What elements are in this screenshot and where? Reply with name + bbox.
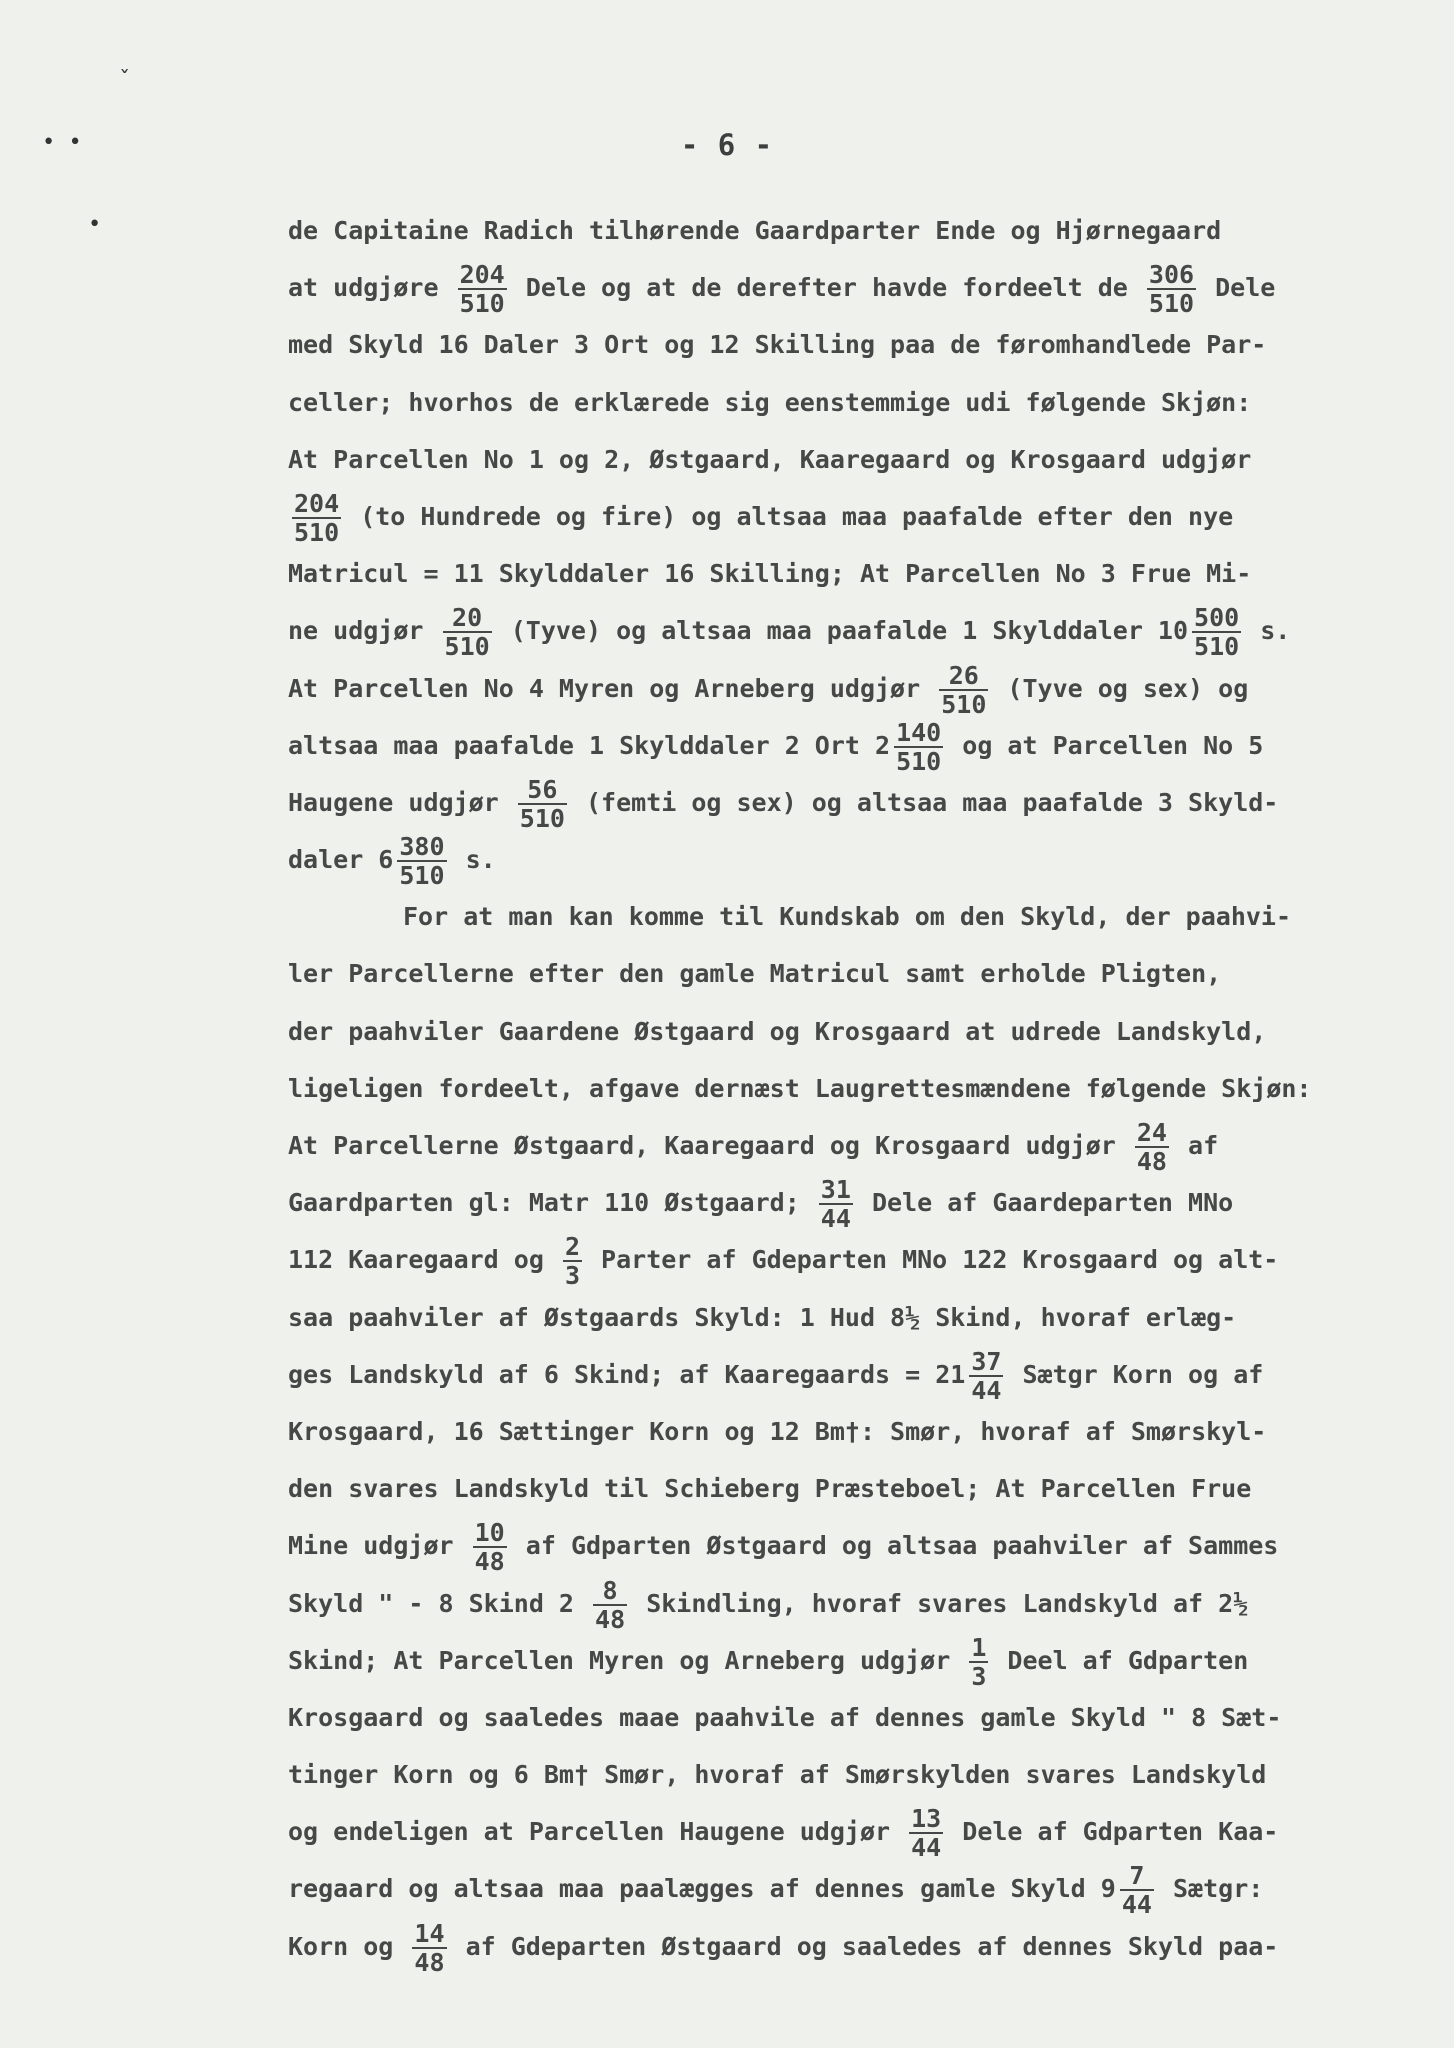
fraction-denominator: 48 bbox=[595, 1604, 626, 1634]
text-run: de Capitaine Radich tilhørende Gaardparter Ende og Hjørnegaard bbox=[288, 216, 1222, 245]
text-line bbox=[288, 1174, 1418, 1234]
fraction-numerator: 24 bbox=[1136, 1118, 1167, 1147]
fraction bbox=[458, 260, 507, 319]
text-run: (Tyve) og altsaa maa paafalde 1 Skylddaler 10 bbox=[495, 616, 1189, 646]
text-run: (femti og sex) og altsaa maa paafalde 3 Skyld- bbox=[570, 787, 1279, 817]
text-run: altsaa maa paafalde 1 Skylddaler 2 Ort 2 bbox=[288, 730, 891, 760]
fraction bbox=[939, 660, 988, 719]
fraction-numerator: 380 bbox=[399, 832, 445, 862]
text-run: Deel af Gdparten bbox=[992, 1645, 1249, 1675]
margin-dot: • bbox=[88, 212, 102, 237]
fraction bbox=[819, 1175, 853, 1234]
fraction bbox=[443, 603, 492, 662]
fraction-numerator: 26 bbox=[939, 663, 988, 691]
text-run: s. bbox=[450, 845, 496, 875]
fraction-numerator: 140 bbox=[896, 717, 942, 747]
text-run: Dele af Gaardeparten MNo bbox=[856, 1188, 1234, 1218]
fraction-numerator: 13 bbox=[911, 1804, 942, 1834]
text-run: ne udgjør bbox=[288, 616, 439, 646]
fraction-denominator: 510 bbox=[294, 517, 340, 547]
text-run: Sætgr Korn og af bbox=[1007, 1359, 1264, 1389]
fraction bbox=[518, 774, 567, 833]
fraction-denominator: 44 bbox=[820, 1204, 851, 1234]
text-line bbox=[288, 1003, 1418, 1060]
fraction-numerator: 14 bbox=[414, 1918, 445, 1948]
fraction-numerator: 31 bbox=[820, 1175, 851, 1205]
text-run: af bbox=[1172, 1131, 1219, 1160]
fraction-numerator: 37 bbox=[971, 1346, 1002, 1376]
text-line bbox=[288, 888, 1418, 945]
fraction bbox=[593, 1575, 627, 1634]
fraction bbox=[1135, 1120, 1169, 1174]
text-line bbox=[288, 1632, 1418, 1689]
document-body bbox=[288, 202, 1418, 1975]
text-run: For at man kan komme til Kundskab om den Skyld, der paahvi- bbox=[403, 902, 1292, 932]
fraction bbox=[969, 1346, 1003, 1405]
text-line bbox=[288, 1231, 1418, 1291]
text-line bbox=[288, 774, 1418, 831]
text-run: celler; hvorhos de erklærede sig eenstemmige udi følgende Skjøn: bbox=[288, 387, 1252, 417]
text-run: saa paahviler af Østgaards Skyld: 1 Hud 8½ Skind, hvoraf erlæg- bbox=[288, 1302, 1237, 1332]
text-run: Korn og bbox=[288, 1931, 409, 1961]
fraction bbox=[1147, 260, 1196, 319]
text-line bbox=[288, 717, 1418, 774]
fraction-numerator: 2 bbox=[564, 1232, 580, 1262]
text-line bbox=[288, 374, 1418, 431]
text-line bbox=[288, 1689, 1418, 1746]
fraction-denominator: 3 bbox=[564, 1261, 580, 1291]
text-run: Dele og at de derefter havde fordeelt de bbox=[510, 273, 1143, 303]
text-line bbox=[288, 545, 1418, 602]
fraction bbox=[1120, 1861, 1154, 1920]
text-line bbox=[288, 945, 1418, 1002]
text-run: Parter af Gdeparten MNo 122 Krosgaard og alt- bbox=[586, 1245, 1279, 1275]
text-run: At Parcellen No 4 Myren og Arneberg udgjør bbox=[288, 673, 936, 703]
fraction-denominator: 510 bbox=[519, 803, 565, 833]
text-run: ligeligen fordeelt, afgave dernæst Laugrettesmændene følgende Skjøn: bbox=[288, 1073, 1312, 1103]
fraction-denominator: 48 bbox=[414, 1947, 445, 1977]
fraction bbox=[563, 1232, 582, 1291]
fraction-numerator: 1 bbox=[971, 1632, 987, 1662]
text-run: regaard og altsaa maa paalægges af dennes gamle Skyld 9 bbox=[288, 1874, 1116, 1904]
fraction bbox=[1192, 603, 1241, 662]
fraction bbox=[909, 1804, 943, 1863]
fraction-numerator: 500 bbox=[1194, 603, 1240, 633]
text-run: (Tyve og sex) og bbox=[992, 673, 1249, 703]
text-line bbox=[288, 1803, 1418, 1863]
fraction-numerator: 204 bbox=[459, 260, 505, 290]
fraction-numerator: 56 bbox=[518, 777, 567, 805]
text-run: af Gdparten Østgaard og altsaa paahviler af Sammes bbox=[510, 1531, 1279, 1561]
fraction-denominator: 510 bbox=[941, 689, 987, 719]
text-run: Mine udgjør bbox=[288, 1531, 469, 1561]
text-line bbox=[288, 1746, 1418, 1803]
fraction-denominator: 44 bbox=[1121, 1890, 1152, 1920]
fraction-numerator: 20 bbox=[443, 605, 492, 633]
text-run: af Gdeparten Østgaard og saaledes af dennes Skyld paa- bbox=[450, 1931, 1279, 1961]
text-run: Dele bbox=[1200, 273, 1276, 303]
text-run: Skind; At Parcellen Myren og Arneberg udgjør bbox=[288, 1645, 966, 1675]
text-line bbox=[288, 1860, 1418, 1920]
text-run: At Parcellerne Østgaard, Kaaregaard og Krosgaard udgjør bbox=[288, 1131, 1131, 1160]
text-run: Matricul = 11 Skylddaler 16 Skilling; At Parcellen No 3 Frue Mi- bbox=[288, 559, 1252, 589]
text-run: s. bbox=[1245, 616, 1291, 646]
text-line bbox=[288, 1060, 1418, 1117]
text-line bbox=[288, 831, 1418, 891]
text-run: Krosgaard, 16 Sættinger Korn og 12 Bm†: Smør, hvoraf af Smørskyl- bbox=[288, 1416, 1267, 1446]
text-line bbox=[288, 1346, 1418, 1403]
text-line bbox=[288, 431, 1418, 488]
fraction bbox=[894, 717, 943, 776]
text-line bbox=[288, 1117, 1418, 1174]
text-run: Skindling, hvoraf svares Landskyld af 2½ bbox=[631, 1588, 1249, 1618]
text-run: Dele af Gdparten Kaa- bbox=[947, 1817, 1279, 1847]
text-line bbox=[288, 488, 1418, 545]
text-run: og endeligen at Parcellen Haugene udgjør bbox=[288, 1817, 906, 1847]
fraction-denominator: 44 bbox=[971, 1375, 1002, 1405]
text-run: Krosgaard og saaledes maae paahvile af dennes gamle Skyld " 8 Sæt- bbox=[288, 1702, 1282, 1732]
text-line bbox=[288, 202, 1418, 259]
fraction bbox=[397, 832, 446, 891]
fraction-denominator: 3 bbox=[971, 1661, 987, 1691]
text-line bbox=[288, 1575, 1418, 1632]
fraction-numerator: 204 bbox=[294, 488, 340, 518]
text-run: (to Hundrede og fire) og altsaa maa paafalde efter den nye bbox=[345, 501, 1234, 531]
fraction-numerator: 7 bbox=[1120, 1863, 1154, 1891]
text-run: Haugene udgjør bbox=[288, 787, 514, 817]
text-run: at udgjøre bbox=[288, 273, 454, 303]
text-line bbox=[288, 602, 1418, 662]
fraction bbox=[473, 1518, 507, 1577]
fraction-numerator: 8 bbox=[593, 1578, 627, 1606]
fraction-denominator: 510 bbox=[444, 632, 490, 662]
fraction-denominator: 510 bbox=[1194, 632, 1240, 662]
text-run: den svares Landskyld til Schieberg Præsteboel; At Parcellen Frue bbox=[288, 1474, 1252, 1504]
fraction bbox=[292, 488, 341, 547]
margin-tick: ˇ bbox=[118, 68, 132, 93]
text-line bbox=[288, 660, 1418, 717]
text-line bbox=[288, 259, 1418, 319]
text-line bbox=[288, 1403, 1418, 1460]
page-number: - 6 - bbox=[680, 128, 774, 162]
text-line bbox=[288, 1918, 1418, 1975]
fraction bbox=[969, 1632, 988, 1691]
text-run: ges Landskyld af 6 Skind; af Kaaregaards = 21 bbox=[288, 1359, 966, 1389]
text-line bbox=[288, 1517, 1418, 1577]
text-run: der paahviler Gaardene Østgaard og Krosgaard at udrede Landskyld, bbox=[288, 1016, 1267, 1046]
fraction-denominator: 48 bbox=[474, 1547, 505, 1577]
text-run: Skyld " - 8 Skind 2 bbox=[288, 1588, 590, 1618]
text-run: Sætgr: bbox=[1157, 1874, 1264, 1904]
text-line bbox=[288, 1460, 1418, 1517]
fraction-numerator: 10 bbox=[474, 1518, 505, 1548]
fraction-numerator: 306 bbox=[1148, 260, 1195, 290]
text-run: daler 6 bbox=[288, 845, 394, 875]
margin-dots: • • bbox=[42, 130, 82, 155]
text-line bbox=[288, 316, 1418, 373]
fraction-denominator: 510 bbox=[1148, 289, 1195, 319]
text-run: og at Parcellen No 5 bbox=[947, 730, 1264, 760]
fraction-denominator: 510 bbox=[399, 861, 445, 891]
text-line bbox=[288, 1289, 1418, 1346]
text-run: tinger Korn og 6 Bm† Smør, hvoraf af Smørskylden svares Landskyld bbox=[288, 1760, 1267, 1790]
fraction-denominator: 510 bbox=[459, 289, 505, 319]
fraction bbox=[412, 1918, 446, 1977]
text-run: 112 Kaaregaard og bbox=[288, 1245, 559, 1275]
fraction-denominator: 48 bbox=[1136, 1147, 1167, 1176]
text-run: Gaardparten gl: Matr 110 Østgaard; bbox=[288, 1188, 815, 1218]
text-run: med Skyld 16 Daler 3 Ort og 12 Skilling paa de føromhandlede Par- bbox=[288, 330, 1267, 360]
fraction-denominator: 510 bbox=[896, 746, 942, 776]
text-run: ler Parcellerne efter den gamle Matricul samt erholde Pligten, bbox=[288, 959, 1222, 989]
fraction-denominator: 44 bbox=[911, 1833, 942, 1863]
text-run: At Parcellen No 1 og 2, Østgaard, Kaaregaard og Krosgaard udgjør bbox=[288, 444, 1252, 474]
